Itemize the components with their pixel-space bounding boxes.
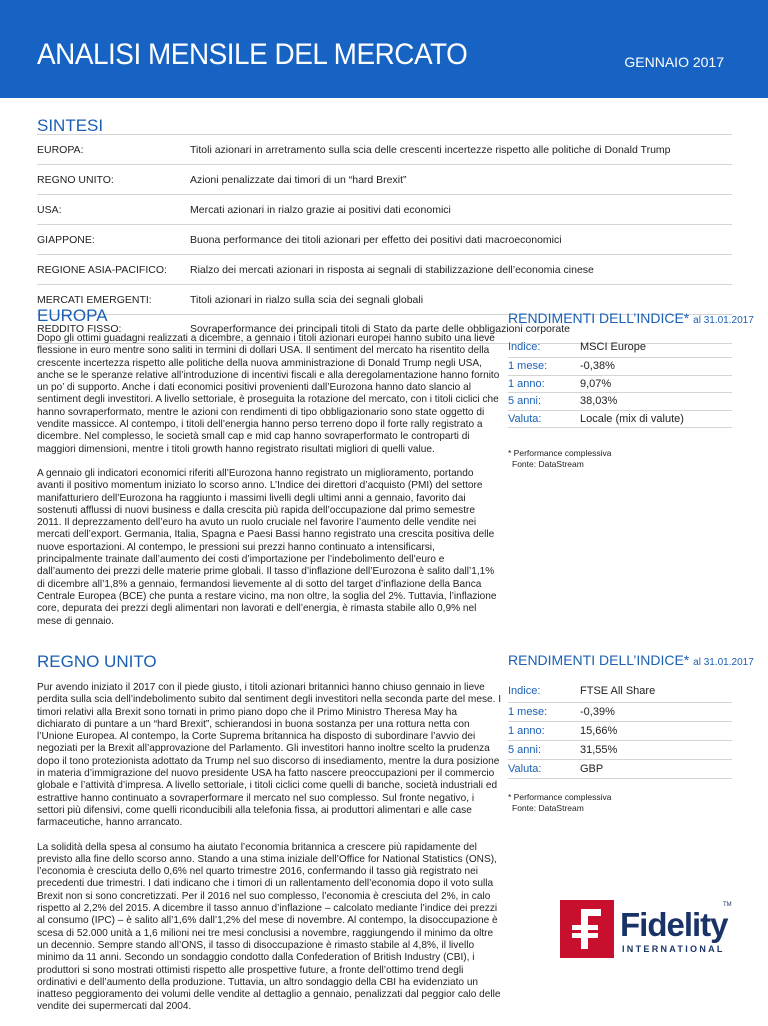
europa-paragraph: A gennaio gli indicatori economici riferiti all’Eurozona hanno registrato un miglioramento, portando avanti il positivo momentum iniziato lo scorso anno. L’Indice dei direttori d’acquisto (PMI) del settore manifatturiero dell’Eurozona ha raggiunto i massimi livelli degli ultimi anni a gennaio, favorito dai sostenuti afflussi di nuovi business e dalla crescita più rapida dell’occupazione dal primo semestre 2011. Il deprezzamento dell’euro ha avuto un ruolo cruciale nel favorire l’aumento delle vendite nei mercati dell’export. Germania, Italia, Spagna e Paesi Bassi hanno registrato una crescita positiva delle nuove esportazioni. Al contempo, le pressioni sui prezzi hanno continuato a intensificarsi, principalmente trainate dall’aumento dei costi d’importazione per l’indebolimento dell’euro e dall’aumento dei prezzi delle materie prime globali. Il tasso d’inflazione dell’Eurozona è salito dall’1,1% di dicembre all’1,8% a gennaio, fermandosi lievemente al di sotto del target d’inflazione della Banca Centrale Europea (BCE) che punta a restare vicino, ma non oltre, la soglia del 2%. Tuttavia, l’inflazione core, depurata dei prezzi degli alimentari non lavorati e dell’energia, è rimasta stabile allo 0,9% nel mese di gennaio. (37, 467, 497, 627)
sintesi-text: Azioni penalizzate dai timori di un “hard Brexit” (190, 173, 407, 186)
returns-key: 1 anno: (508, 377, 545, 390)
sintesi-label: EUROPA: (37, 143, 84, 156)
sintesi-row (37, 164, 732, 194)
returns-row (508, 411, 732, 429)
returns-key: 1 mese: (508, 360, 548, 373)
returns-value: 31,55% (580, 744, 618, 756)
returns-key: Valuta: (508, 412, 542, 425)
sintesi-text: Titoli azionari in rialzo sulla scia dei segnali globali (190, 293, 424, 306)
sintesi-text: Titoli azionari in arretramento sulla scia delle crescenti incertezze rispetto alle politiche di Donald Trump (190, 143, 671, 156)
sintesi-label: USA: (37, 203, 62, 216)
sintesi-row (37, 224, 732, 254)
sintesi-text: Rialzo dei mercati azionari in risposta ai segnali di stabilizzazione dell’economia cinese (190, 263, 594, 276)
sintesi-label: GIAPPONE: (37, 233, 95, 246)
returns-key: Valuta: (508, 763, 542, 775)
regno-heading: REGNO UNITO (37, 652, 157, 671)
sintesi-heading: SINTESI (37, 116, 104, 135)
sintesi-text: Buona performance dei titoli azionari per effetto dei positivi dati macroeconomici (190, 233, 562, 246)
fidelity-mark-icon (560, 900, 614, 958)
sintesi-label: MERCATI EMERGENTI: (37, 293, 152, 306)
note-source: Fonte: DataStream (512, 459, 584, 469)
returns-value: 9,07% (580, 377, 612, 390)
returns-value: 38,03% (580, 395, 618, 408)
returns-key: Indice: (508, 340, 541, 353)
sintesi-label: REDDITO FISSO: (37, 323, 122, 335)
sintesi-row (37, 254, 732, 284)
returns-value: 15,66% (580, 725, 618, 737)
returns-title: RENDIMENTI DELL’INDICE* (508, 310, 690, 326)
returns-row (508, 741, 732, 760)
returns-value: GBP (580, 763, 604, 775)
returns-key: 1 anno: (508, 725, 545, 737)
returns-row (508, 393, 732, 411)
europa-body (37, 333, 502, 640)
returns-value: -0,38% (580, 360, 615, 373)
sintesi-label: REGIONE ASIA-PACIFICO: (37, 263, 167, 276)
returns-asof: al 31.01.2017 (693, 315, 754, 326)
returns-row (508, 703, 732, 722)
page-title: ANALISI MENSILE DEL MERCATO (37, 38, 468, 71)
returns-key: 1 mese: (508, 706, 548, 718)
returns-row (508, 679, 732, 703)
europa-returns-table (508, 336, 732, 428)
note-source: Fonte: DataStream (512, 803, 584, 813)
sintesi-row (37, 134, 732, 164)
regno-returns-note (508, 792, 611, 814)
returns-row (508, 336, 732, 358)
regno-paragraph: Pur avendo iniziato il 2017 con il piede giusto, i titoli azionari britannici hanno chiuso gennaio in lieve perdita sulla scia dell’indebolimento subito dal sentiment degli investitori nella seconda parte del mese. I timori relativi alla Brexit sono tornati in primo piano dopo che il Primo Ministro Theresa May ha dichiarato di puntare a un “hard Brexit”, schierandosi in buona sostanza per una rottura netta con l’Unione Europea. Al contempo, la Corte Suprema britannica ha disposto di subordinare l’avvio dei negoziati per la Brexit all’approvazione del Parlamento. Gli investitori hanno inoltre scelto la prudenza dopo il tono protezionista adottato da Trump nel suo discorso di insediamento, mentre la dura posizione in materia d’immigrazione del nuovo presidente USA ha fatto nascere preoccupazioni per il commercio globale e l’attività d’impresa. A livello settoriale, i titoli ciclici come quelli di banche, società industriali ed estrattive hanno continuato a sovraperformare il mercato nel suo complesso. Sul fronte negativo, i settori più difensivi, come quelli riconducibili alla telefonia fissa, ai produttori alimentari e alle case farmaceutiche, hanno arrancato. (37, 682, 502, 829)
fidelity-logo (560, 900, 732, 958)
sintesi-text: Sovraperformance dei principali titoli di Stato da parte delle obbligazioni corporate (190, 323, 570, 335)
sintesi-text: Mercati azionari in rialzo grazie ai positivi dati economici (190, 203, 451, 216)
returns-row (508, 358, 732, 376)
sintesi-label: REGNO UNITO: (37, 173, 114, 186)
returns-key: 5 anni: (508, 395, 542, 408)
europa-heading: EUROPA (37, 306, 108, 325)
sintesi-row (37, 194, 732, 224)
regno-returns-table (508, 679, 732, 779)
regno-body (37, 682, 502, 1026)
note-performance: * Performance complessiva (508, 792, 612, 802)
header-banner (0, 0, 768, 98)
europa-returns-note (508, 448, 611, 470)
regno-returns-heading (508, 652, 754, 668)
returns-title: RENDIMENTI DELL’INDICE* (508, 652, 690, 668)
returns-key: 5 anni: (508, 744, 542, 756)
logo-wordmark: Fidelity (620, 906, 728, 943)
returns-row (508, 722, 732, 741)
returns-value: -0,39% (580, 706, 615, 718)
returns-asof: al 31.01.2017 (693, 657, 754, 668)
returns-key: Indice: (508, 684, 541, 697)
logo-subtitle: INTERNATIONAL (622, 944, 725, 954)
regno-paragraph: La solidità della spesa al consumo ha aiutato l’economia britannica a crescere più rapidamente del previsto alla fine dello scorso anno. Stando a una stima iniziale dell’Office for National Statistics (ONS), l’economia è cresciuta dello 0,6% nel quarto trimestre 2016, confermando il tasso già registrato nei precedenti due trimestri. I dati indicano che i timori di un rallentamento dell’economia dopo il voto sulla Brexit non si sono concretizzati. Per il 2016 nel suo complesso, l’economia è cresciuta del 2%, in calo rispetto al 2,2% del 2015. A dicembre il tasso annuo d’inflazione – calcolato mediante l’indice dei prezzi al consumo (IPC) – è salito all’1,6% dall’1,2% del mese di novembre. Al contempo, la disoccupazione è scesa di 52.000 unità a 1,6 milioni nei tre mesi conclusisi a novembre, raggiungendo il minimo da oltre un decennio. Sempre stando all’ONS, il tasso di disoccupazione è rimasto stabile al 4,8%, il livello minimo da 11 anni. Secondo un sondaggio condotto dalla Confederation of British Industry (CBI), i produttori si sono mostrati ottimisti rispetto alle prospettive future, a fronte dell’ottimo trend degli ordinativi e dell’aumento della produzione. Tuttavia, un altro sondaggio della CBI ha evidenziato un inatteso peggioramento dei volumi delle vendite al dettaglio a gennaio, penalizzati dal peggior calo delle vendite dei supermercati dal 2004. (37, 841, 501, 1013)
returns-value: Locale (mix di valute) (580, 412, 684, 425)
europa-returns-heading (508, 310, 754, 326)
returns-row (508, 760, 732, 779)
returns-row (508, 376, 732, 394)
note-performance: * Performance complessiva (508, 448, 612, 458)
report-date: GENNAIO 2017 (624, 54, 724, 70)
returns-value: FTSE All Share (580, 684, 656, 697)
europa-paragraph: Dopo gli ottimi guadagni realizzati a dicembre, a gennaio i titoli azionari europei hanno subito una lieve flessione in euro mentre sono saliti in termini di dollari USA. Il sentiment del mercato ha risentito della crescente incertezza rispetto alle politiche della nuova amministrazione di Donald Trump negli USA, anche se le speranze relative all’introduzione di incentivi fiscali e alla deregolamentazione hanno fornito un po’ di supporto. Anche i dati economici positivi provenienti dall’Eurozona hanno dato slancio al sentiment degli investitori. A livello settoriale, è proseguita la rotazione del mercato, con i titoli ciclici che hanno sovraperformato, mentre le azioni con rendimenti di tipo obbligazionario sono state oggetto di vendite massicce. Al contempo, i titoli dell’energia hanno perso terreno dopo il forte rally registrato a dicembre. Nel complesso, le società small cap e mid cap hanno sovraperformato le controparti di maggiori dimensioni, mentre i titoli growth hanno registrato risultati migliori di quelli value. (37, 333, 500, 455)
returns-value: MSCI Europe (580, 340, 647, 353)
logo-trademark: TM (723, 902, 732, 908)
